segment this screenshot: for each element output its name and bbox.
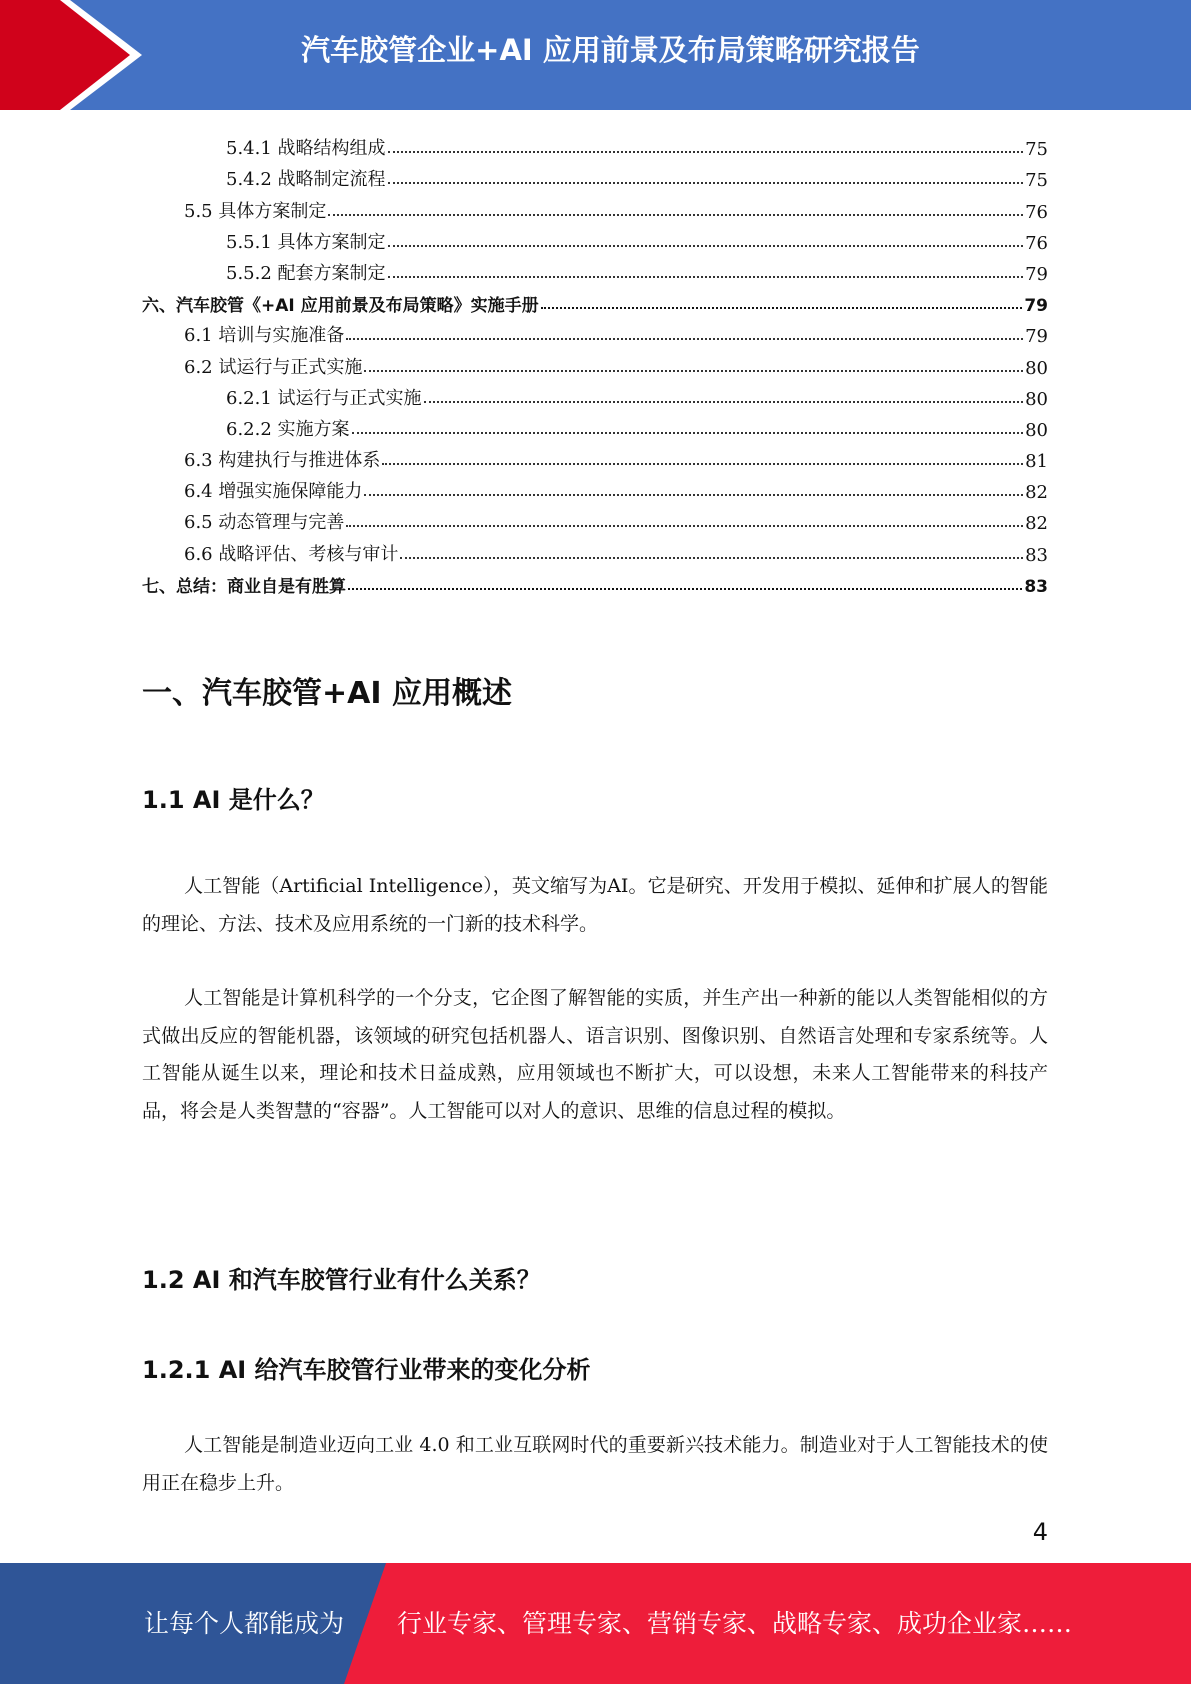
toc-entry-page: 79 <box>1025 263 1048 285</box>
toc-entry-page: 81 <box>1025 451 1048 473</box>
toc-entry[interactable] <box>142 534 1048 565</box>
toc-entry-page: 76 <box>1025 201 1048 223</box>
toc-entry[interactable] <box>142 379 1048 410</box>
toc-entry-label: 6.2 试运行与正式实施 <box>184 356 363 378</box>
toc-entry[interactable] <box>142 316 1048 347</box>
subsection-heading-1-1: 1.1 AI 是什么？ <box>142 786 325 814</box>
toc-entry-page: 83 <box>1025 544 1048 566</box>
toc-leader-dots <box>400 557 1023 559</box>
footer-slogan-left: 让每个人都能成为 <box>144 1609 345 1638</box>
toc-entry-label: 5.5.2 配套方案制定 <box>226 262 386 284</box>
toc-entry-page: 83 <box>1024 576 1048 597</box>
toc-entry-label: 5.5 具体方案制定 <box>184 200 327 222</box>
toc-entry[interactable] <box>142 160 1048 191</box>
toc-entry[interactable] <box>142 223 1048 254</box>
toc-entry-label: 六、汽车胶管《+AI 应用前景及布局策略》实施手册 <box>142 296 539 317</box>
toc-entry-page: 82 <box>1025 482 1048 504</box>
toc-entry-label: 5.5.1 具体方案制定 <box>226 231 386 253</box>
toc-leader-dots <box>388 151 1024 153</box>
toc-entry-page: 79 <box>1024 296 1048 317</box>
page-header <box>0 0 1191 110</box>
footer-slogan-right: 行业专家、管理专家、营销专家、战略专家、成功企业家…… <box>397 1609 1073 1638</box>
report-title: 汽车胶管企业+AI 应用前景及布局策略研究报告 <box>301 33 920 67</box>
subsection-heading-1-2-1: 1.2.1 AI 给汽车胶管行业带来的变化分析 <box>142 1356 591 1384</box>
toc-entry[interactable] <box>142 191 1048 222</box>
toc-leader-dots <box>388 245 1024 247</box>
toc-entry-label: 6.2.2 实施方案 <box>226 418 350 440</box>
paragraph-ai-manufacturing: 人工智能是制造业迈向工业 4.0 和工业互联网时代的重要新兴技术能力。制造业对于人工智能技术的使用正在稳步上升。 <box>142 1434 1048 1494</box>
page-footer <box>0 1563 1191 1684</box>
toc-entry-label: 6.2.1 试运行与正式实施 <box>226 387 422 409</box>
table-of-contents <box>142 129 1048 597</box>
toc-leader-dots <box>424 401 1024 403</box>
section-heading: 一、汽车胶管+AI 应用概述 <box>142 676 512 711</box>
toc-leader-dots <box>541 307 1023 309</box>
toc-entry-label: 七、总结：商业自是有胜算 <box>142 576 346 597</box>
toc-entry[interactable] <box>142 410 1048 441</box>
toc-entry-page: 80 <box>1025 388 1048 410</box>
toc-entry-label: 5.4.2 战略制定流程 <box>226 169 386 191</box>
toc-entry-page: 76 <box>1025 232 1048 254</box>
toc-entry-label: 6.5 动态管理与完善 <box>184 512 345 534</box>
toc-entry-label: 6.1 培训与实施准备 <box>184 325 345 347</box>
toc-leader-dots <box>346 525 1023 527</box>
toc-entry-label: 6.3 构建执行与推进体系 <box>184 450 381 472</box>
toc-entry[interactable] <box>142 347 1048 378</box>
toc-entry-page: 75 <box>1025 170 1048 192</box>
toc-entry[interactable] <box>142 441 1048 472</box>
paragraph-ai-description: 人工智能是计算机科学的一个分支，它企图了解智能的实质，并生产出一种新的能以人类智能相似的方式做出反应的智能机器，该领域的研究包括机器人、语言识别、图像识别、自然语言处理和专家系统等。人工智能从诞生以来，理论和技术日益成熟，应用领域也不断扩大，可以设想，未来人工智能带来的科技产品，将会是人类智慧的“容器”。人工智能可以对人的意识、思维的信息过程的模拟。 <box>142 987 1048 1122</box>
toc-entry-page: 79 <box>1025 326 1048 348</box>
page-number: 4 <box>1032 1518 1048 1546</box>
toc-leader-dots <box>328 214 1023 216</box>
toc-leader-dots <box>364 370 1023 372</box>
toc-leader-dots <box>348 588 1022 590</box>
toc-entry[interactable] <box>142 503 1048 534</box>
toc-leader-dots <box>352 432 1024 434</box>
toc-leader-dots <box>364 494 1023 496</box>
toc-entry[interactable] <box>142 285 1048 316</box>
toc-leader-dots <box>382 463 1023 465</box>
toc-entry-page: 82 <box>1025 513 1048 535</box>
toc-entry[interactable] <box>142 254 1048 285</box>
toc-entry-page: 80 <box>1025 419 1048 441</box>
subsection-heading-1-2: 1.2 AI 和汽车胶管行业有什么关系？ <box>142 1266 541 1294</box>
toc-entry-label: 6.4 增强实施保障能力 <box>184 481 363 503</box>
toc-entry-label: 5.4.1 战略结构组成 <box>226 138 386 160</box>
toc-entry[interactable] <box>142 566 1048 597</box>
toc-leader-dots <box>388 182 1024 184</box>
paragraph-ai-definition: 人工智能（Artificial Intelligence），英文缩写为AI。它是研究、开发用于模拟、延伸和扩展人的智能的理论、方法、技术及应用系统的一门新的技术科学。 <box>142 875 1048 935</box>
toc-leader-dots <box>346 338 1023 340</box>
toc-leader-dots <box>388 276 1024 278</box>
toc-entry-page: 80 <box>1025 357 1048 379</box>
toc-entry-label: 6.6 战略评估、考核与审计 <box>184 543 399 565</box>
toc-entry[interactable] <box>142 472 1048 503</box>
toc-entry-page: 75 <box>1025 139 1048 161</box>
toc-entry[interactable] <box>142 129 1048 160</box>
